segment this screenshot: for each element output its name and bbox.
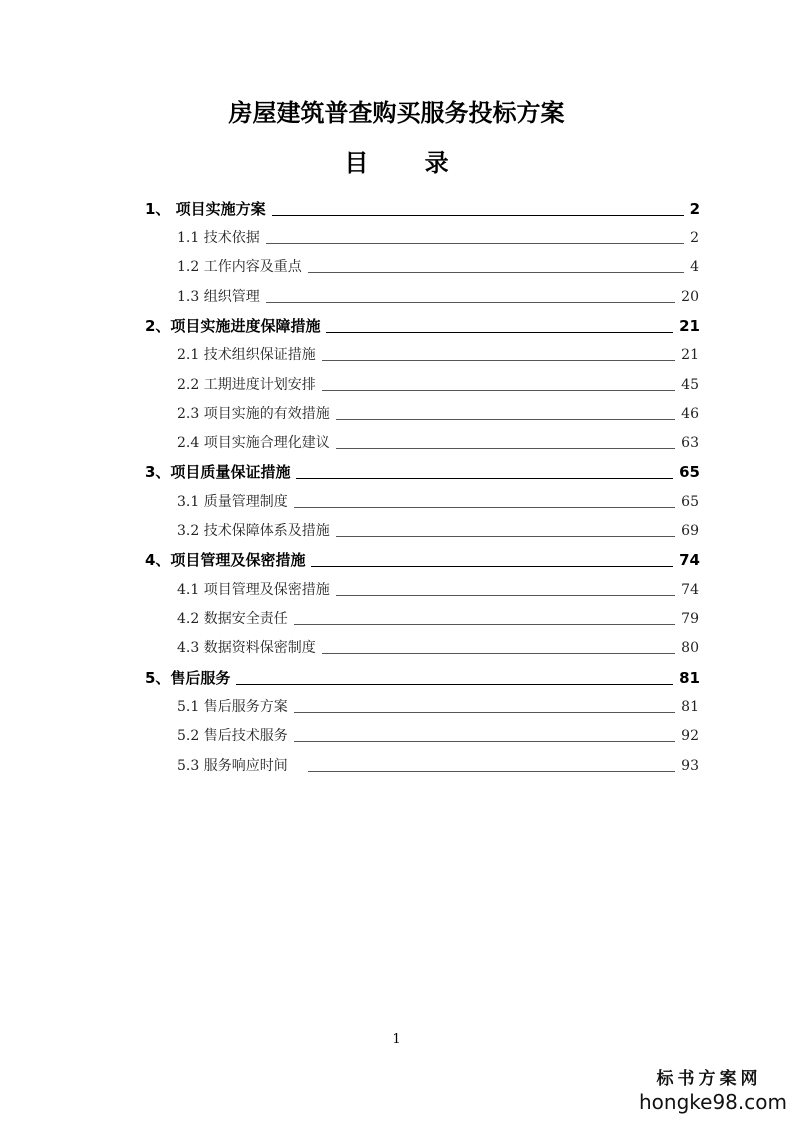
toc-label: 5.1 售后服务方案 — [177, 699, 288, 715]
toc-label: 1、 项目实施方案 — [145, 200, 266, 218]
toc-label: 1.3 组织管理 — [177, 289, 260, 305]
toc-leader-line — [336, 595, 675, 596]
toc-entry-2-3[interactable] — [177, 401, 699, 423]
toc-label: 4.3 数据资料保密制度 — [177, 640, 316, 656]
toc-page-number: 81 — [679, 669, 700, 687]
page-number: 1 — [392, 1032, 401, 1047]
toc-leader-line — [326, 332, 673, 333]
toc-entry-2-1[interactable] — [177, 342, 699, 364]
toc-entry-4[interactable] — [145, 547, 700, 569]
toc-leader-line — [294, 624, 675, 625]
toc-label: 2、项目实施进度保障措施 — [145, 317, 321, 335]
toc-label: 3.1 质量管理制度 — [177, 494, 288, 510]
toc-page-number: 46 — [681, 406, 699, 422]
toc-entry-2[interactable] — [145, 313, 700, 335]
toc-leader-line — [308, 272, 684, 273]
toc-label: 3.2 技术保障体系及措施 — [177, 523, 330, 539]
toc-leader-line — [294, 712, 675, 713]
toc-page-number: 63 — [681, 435, 699, 451]
toc-page-number: 80 — [681, 640, 699, 656]
toc-entry-1[interactable] — [145, 196, 700, 218]
toc-label: 1.1 技术依据 — [177, 230, 260, 246]
toc-label: 4.1 项目管理及保密措施 — [177, 582, 330, 598]
toc-page-number: 20 — [681, 289, 699, 305]
toc-leader-line — [266, 302, 675, 303]
toc-entry-5-3[interactable] — [177, 753, 699, 775]
toc-heading: 目 录 — [344, 149, 473, 177]
watermark — [639, 1069, 787, 1115]
toc-page-number: 92 — [681, 728, 699, 744]
toc-entry-2-4[interactable] — [177, 430, 699, 452]
toc-leader-line — [308, 771, 675, 772]
toc-leader-line — [296, 478, 673, 479]
toc-label: 2.2 工期进度计划安排 — [177, 377, 316, 393]
toc-entry-5-2[interactable] — [177, 723, 699, 745]
toc-page-number: 65 — [679, 463, 700, 481]
toc-entry-3-1[interactable] — [177, 489, 699, 511]
toc-page-number: 21 — [681, 347, 699, 363]
toc-leader-line — [272, 215, 684, 216]
toc-label: 3、项目质量保证措施 — [145, 463, 291, 481]
toc-page-number: 4 — [690, 259, 699, 275]
toc-entry-4-3[interactable] — [177, 635, 699, 657]
toc-label: 5、售后服务 — [145, 669, 231, 687]
toc-page-number: 2 — [689, 200, 700, 218]
toc-label: 2.1 技术组织保证措施 — [177, 347, 316, 363]
toc-page-number: 69 — [681, 523, 699, 539]
toc-leader-line — [311, 566, 673, 567]
toc-leader-line — [336, 536, 675, 537]
toc-entry-3[interactable] — [145, 459, 700, 481]
toc-entry-1-2[interactable] — [177, 254, 699, 276]
toc-page-number: 74 — [679, 551, 700, 569]
toc-entry-4-2[interactable] — [177, 606, 699, 628]
toc-label: 5.3 服务响应时间 — [177, 758, 288, 774]
watermark-url-text: hongke98.com — [639, 1090, 787, 1114]
toc-entry-5-1[interactable] — [177, 694, 699, 716]
toc-leader-line — [336, 419, 675, 420]
toc-leader-line — [294, 741, 675, 742]
document-title: 房屋建筑普查购买服务投标方案 — [228, 99, 565, 127]
toc-leader-line — [236, 684, 673, 685]
toc-page-number: 81 — [681, 699, 699, 715]
toc-page-number: 74 — [681, 582, 699, 598]
toc-page-number: 93 — [681, 758, 699, 774]
toc-label: 4.2 数据安全责任 — [177, 611, 288, 627]
toc-entry-1-3[interactable] — [177, 284, 699, 306]
toc-leader-line — [322, 390, 675, 391]
toc-leader-line — [322, 360, 675, 361]
toc-leader-line — [266, 243, 684, 244]
toc-entry-4-1[interactable] — [177, 577, 699, 599]
toc-page-number: 2 — [690, 230, 699, 246]
toc-label: 5.2 售后技术服务 — [177, 728, 288, 744]
watermark-cn-text: 标书方案网 — [656, 1069, 762, 1089]
toc-label: 2.3 项目实施的有效措施 — [177, 406, 330, 422]
toc-entry-1-1[interactable] — [177, 225, 699, 247]
toc-page-number: 65 — [681, 494, 699, 510]
toc-leader-line — [336, 448, 675, 449]
toc-label: 2.4 项目实施合理化建议 — [177, 435, 330, 451]
toc-label: 4、项目管理及保密措施 — [145, 551, 306, 569]
toc-leader-line — [294, 507, 675, 508]
toc-leader-line — [322, 653, 675, 654]
toc-entry-3-2[interactable] — [177, 518, 699, 540]
toc-label: 1.2 工作内容及重点 — [177, 259, 302, 275]
toc-page-number: 79 — [681, 611, 699, 627]
toc-page-number: 45 — [681, 377, 699, 393]
toc-entry-5[interactable] — [145, 665, 700, 687]
toc-page-number: 21 — [679, 317, 700, 335]
toc-entry-2-2[interactable] — [177, 372, 699, 394]
